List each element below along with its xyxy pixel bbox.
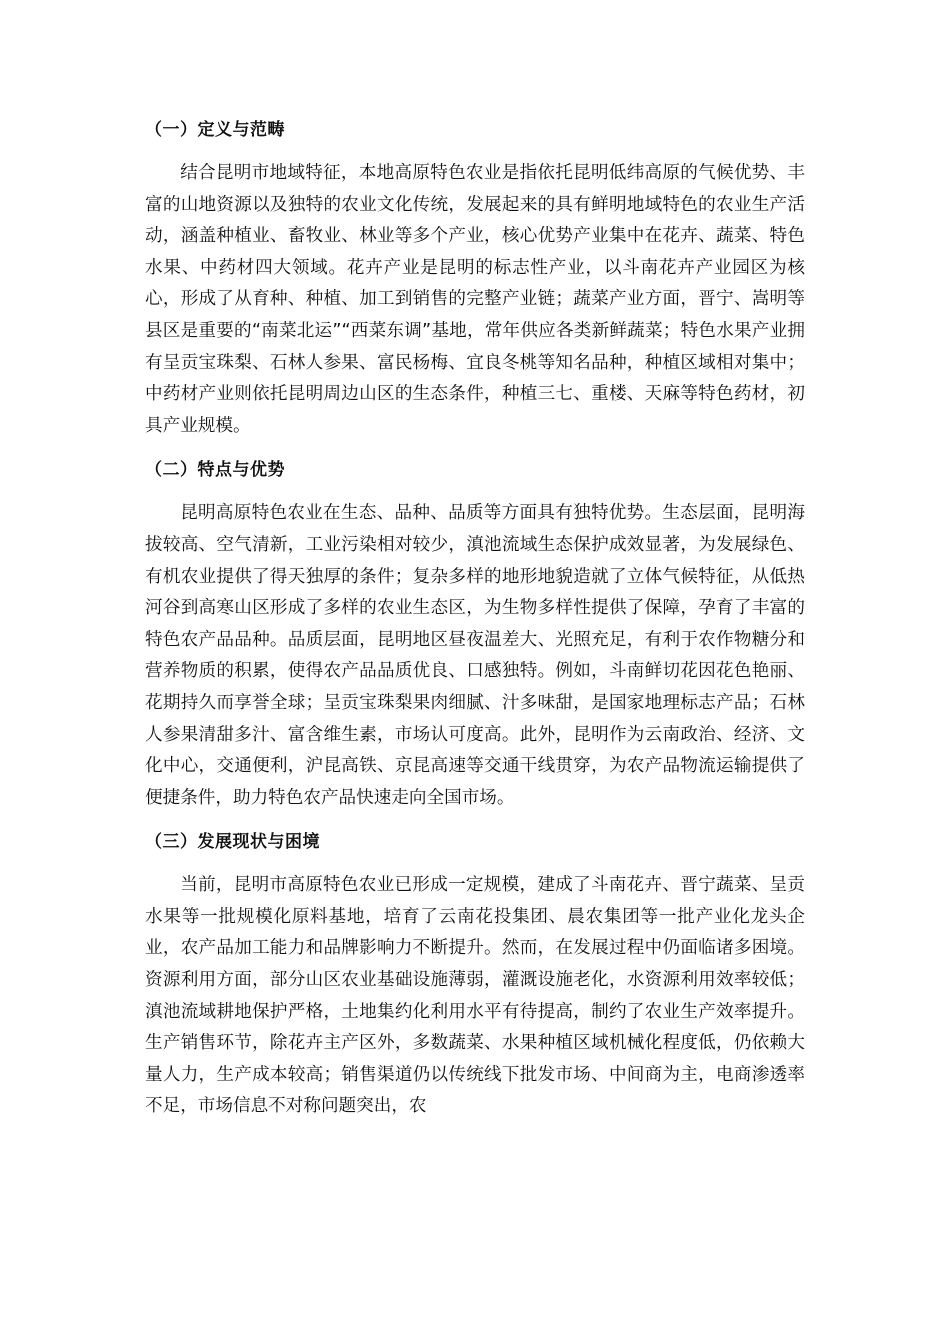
section-heading: （二）特点与优势 <box>145 460 285 481</box>
section-heading: （一）定义与范畴 <box>145 120 285 140</box>
section-heading: （三）发展现状与困境 <box>145 832 320 853</box>
section-status-difficulties <box>145 830 805 1123</box>
section-paragraph: 昆明高原特色农业在生态、品种、品质等方面具有独特优势。生态层面，昆明海拔较高、空气清新，工业污染相对较少，滇池流域生态保护成效显著，为发展绿色、有机农业提供了得天独厚的条件；复杂多样的地形地貌造就了立体气候特征，从低热河谷到高寒山区形成了多样的农业生态区，为生物多样性提供了保障，孕育了丰富的特色农产品品种。品质层面，昆明地区昼夜温差大、光照充足，有利于农作物糖分和营养物质的积累，使得农产品品质优良、口感独特。例如，斗南鲜切花因花色艳丽、花期持久而享誉全球；呈贡宝珠梨果肉细腻、汁多味甜，是国家地理标志产品；石林人参果清甜多汁、富含维生素，市场认可度高。此外，昆明作为云南政治、经济、文化中心，交通便利，沪昆高铁、京昆高速等交通干线贯穿，为农产品物流运输提供了便捷条件，助力特色农产品快速走向全国市场。 <box>145 503 805 808</box>
document-body <box>145 112 805 1123</box>
section-definition-scope <box>145 118 805 442</box>
section-paragraph: 结合昆明市地域特征，本地高原特色农业是指依托昆明低纬高原的气候优势、丰富的山地资源以及独特的农业文化传统，发展起来的具有鲜明地域特色的农业生产活动，涵盖种植业、畜牧业、林业等多个产业，核心优势产业集中在花卉、蔬菜、特色水果、中药材四大领域。花卉产业是昆明的标志性产业，以斗南花卉产业园区为核心，形成了从育种、种植、加工到销售的完整产业链；蔬菜产业方面，晋宁、嵩明等县区是重要的“南菜北运”“西菜东调”基地，常年供应各类新鲜蔬菜；特色水果产业拥有呈贡宝珠梨、石林人参果、富民杨梅、宜良冬桃等知名品种，种植区域相对集中；中药材产业则依托昆明周边山区的生态条件，种植三七、重楼、天麻等特色药材，初具产业规模。 <box>145 163 805 436</box>
section-features-advantages <box>145 458 805 814</box>
section-paragraph: 当前，昆明市高原特色农业已形成一定规模，建成了斗南花卉、晋宁蔬菜、呈贡水果等一批规模化原料基地，培育了云南花投集团、晨农集团等一批产业化龙头企业，农产品加工能力和品牌影响力不断提升。然而，在发展过程中仍面临诸多困境。资源利用方面，部分山区农业基础设施薄弱，灌溉设施老化，水资源利用效率较低；滇池流域耕地保护严格，土地集约化利用水平有待提高，制约了农业生产效率提升。生产销售环节，除花卉主产区外，多数蔬菜、水果种植区域机械化程度低，仍依赖大量人力，生产成本较高；销售渠道仍以传统线下批发市场、中间商为主，电商渗透率不足，市场信息不对称问题突出，农 <box>145 875 805 1117</box>
